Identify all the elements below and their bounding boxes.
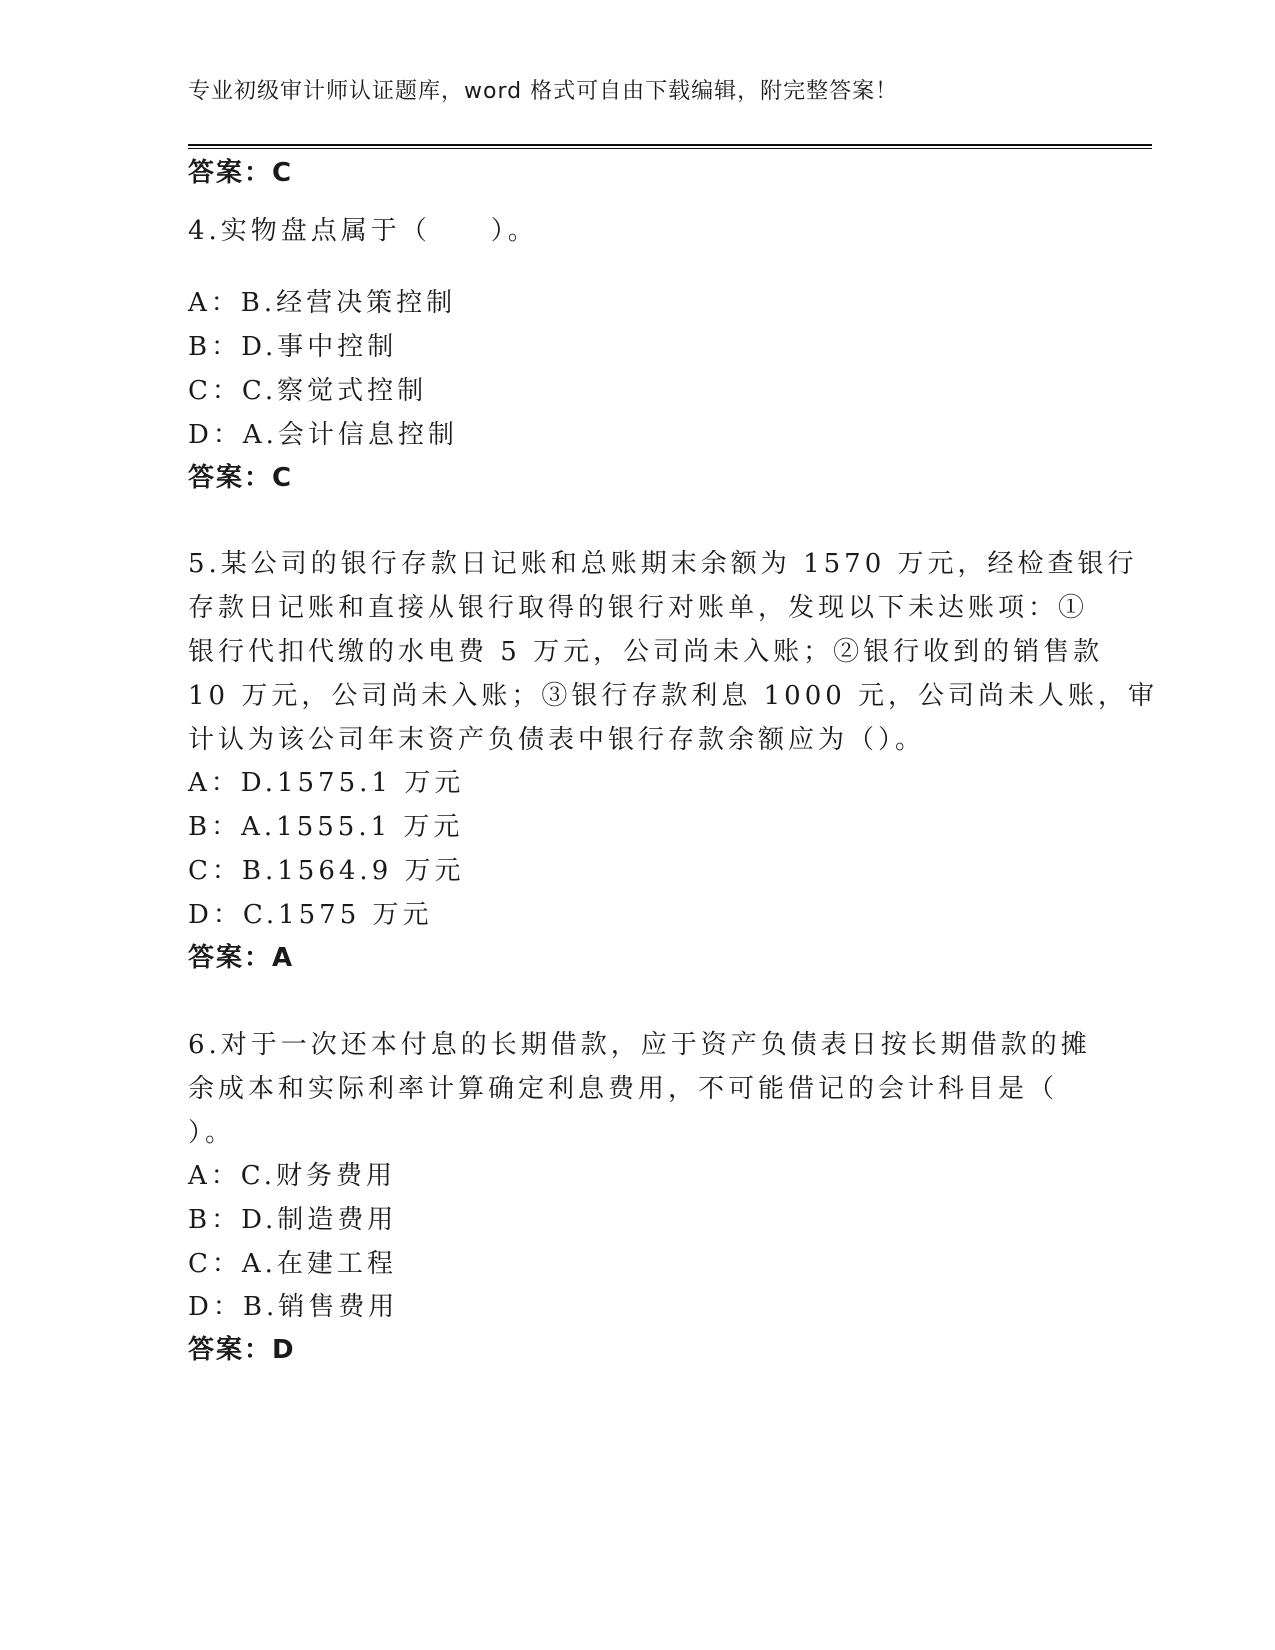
option-a: A：C.财务费用 bbox=[188, 1161, 397, 1191]
option-a: A：D.1575.1 万元 bbox=[188, 768, 465, 798]
option-d: D：A.会计信息控制 bbox=[188, 420, 458, 450]
option-c: C：C.察觉式控制 bbox=[188, 376, 428, 406]
header-divider bbox=[188, 144, 1152, 149]
option-b: B：A.1555.1 万元 bbox=[188, 812, 464, 842]
answer-label: 答案：A bbox=[188, 943, 295, 973]
option-c: C：A.在建工程 bbox=[188, 1249, 397, 1279]
option-d: D：B.销售费用 bbox=[188, 1292, 399, 1322]
question-stem: 计认为该公司年末资产负债表中银行存款余额应为（）。 bbox=[188, 725, 926, 755]
option-a: A：B.经营决策控制 bbox=[188, 288, 457, 318]
question-stem: 10 万元，公司尚未入账；③银行存款利息 1000 元，公司尚未人账，审 bbox=[188, 681, 1159, 711]
option-b: B：D.事中控制 bbox=[188, 332, 398, 362]
option-d: D：C.1575 万元 bbox=[188, 900, 433, 930]
question-stem: 银行代扣代缴的水电费 5 万元，公司尚未入账；②银行收到的销售款 bbox=[188, 637, 1104, 667]
answer-label: 答案：C bbox=[188, 463, 294, 493]
question-stem: 余成本和实际利率计算确定利息费用，不可能借记的会计科目是（ bbox=[188, 1074, 1059, 1104]
answer-label: 答案：C bbox=[188, 158, 294, 188]
option-c: C：B.1564.9 万元 bbox=[188, 856, 465, 886]
answer-label: 答案：D bbox=[188, 1335, 296, 1365]
page-header: 专业初级审计师认证题库，word 格式可自由下载编辑，附完整答案！ bbox=[188, 79, 899, 104]
question-stem: 6.对于一次还本付息的长期借款，应于资产负债表日按长期借款的摊 bbox=[188, 1030, 1091, 1060]
question-stem: 4.实物盘点属于（ ）。 bbox=[188, 216, 538, 246]
question-stem: 5.某公司的银行存款日记账和总账期末余额为 1570 万元，经检查银行 bbox=[188, 549, 1138, 579]
question-stem: 存款日记账和直接从银行取得的银行对账单，发现以下未达账项：① bbox=[188, 593, 1089, 623]
question-stem: ）。 bbox=[188, 1118, 236, 1148]
option-b: B：D.制造费用 bbox=[188, 1205, 398, 1235]
